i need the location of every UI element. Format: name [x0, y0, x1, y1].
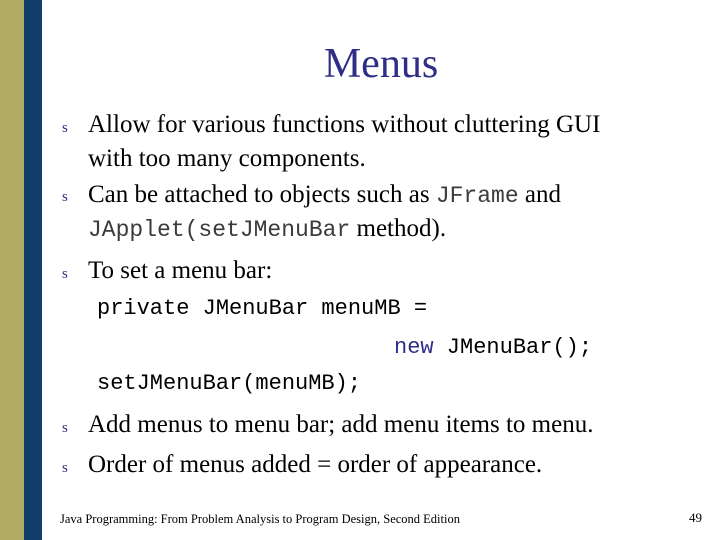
bullet-text [88, 178, 561, 213]
bullet-text-part: and [518, 181, 561, 208]
bullet-icon: s [62, 420, 68, 436]
bullet-text-part: method). [350, 215, 447, 242]
bullet-icon: s [62, 266, 68, 282]
bullet-text-continued: with too many components. [88, 145, 366, 172]
bullet-icon: s [62, 460, 68, 476]
bullet-text: Order of menus added = order of appearance. [88, 451, 543, 478]
page-number: 49 [689, 510, 702, 525]
slide-title: Menus [323, 41, 439, 87]
code-keyword: new [394, 335, 434, 360]
side-decoration-band [0, 0, 42, 540]
code-line: setJMenuBar(menuMB); [97, 371, 362, 396]
bullet-text: Add menus to menu bar; add menu items to menu. [88, 411, 594, 438]
code-inline: JFrame [435, 183, 519, 209]
code-text: JMenuBar(); [433, 335, 593, 360]
bullet-icon: s [62, 120, 68, 136]
bullet-text: Allow for various functions without cluttering GUI [88, 111, 601, 138]
slide-footer: Java Programming: From Problem Analysis to Program Design, Second Edition [60, 512, 460, 526]
bullet-text-continued [88, 212, 446, 247]
code-line: private JMenuBar menuMB = [97, 296, 428, 321]
code-line [394, 333, 592, 363]
bullet-icon: s [62, 189, 68, 205]
bullet-text: To set a menu bar: [88, 257, 273, 284]
bullet-text-part: Can be attached to objects such as [88, 181, 436, 208]
code-inline: JApplet(setJMenuBar [88, 217, 351, 243]
